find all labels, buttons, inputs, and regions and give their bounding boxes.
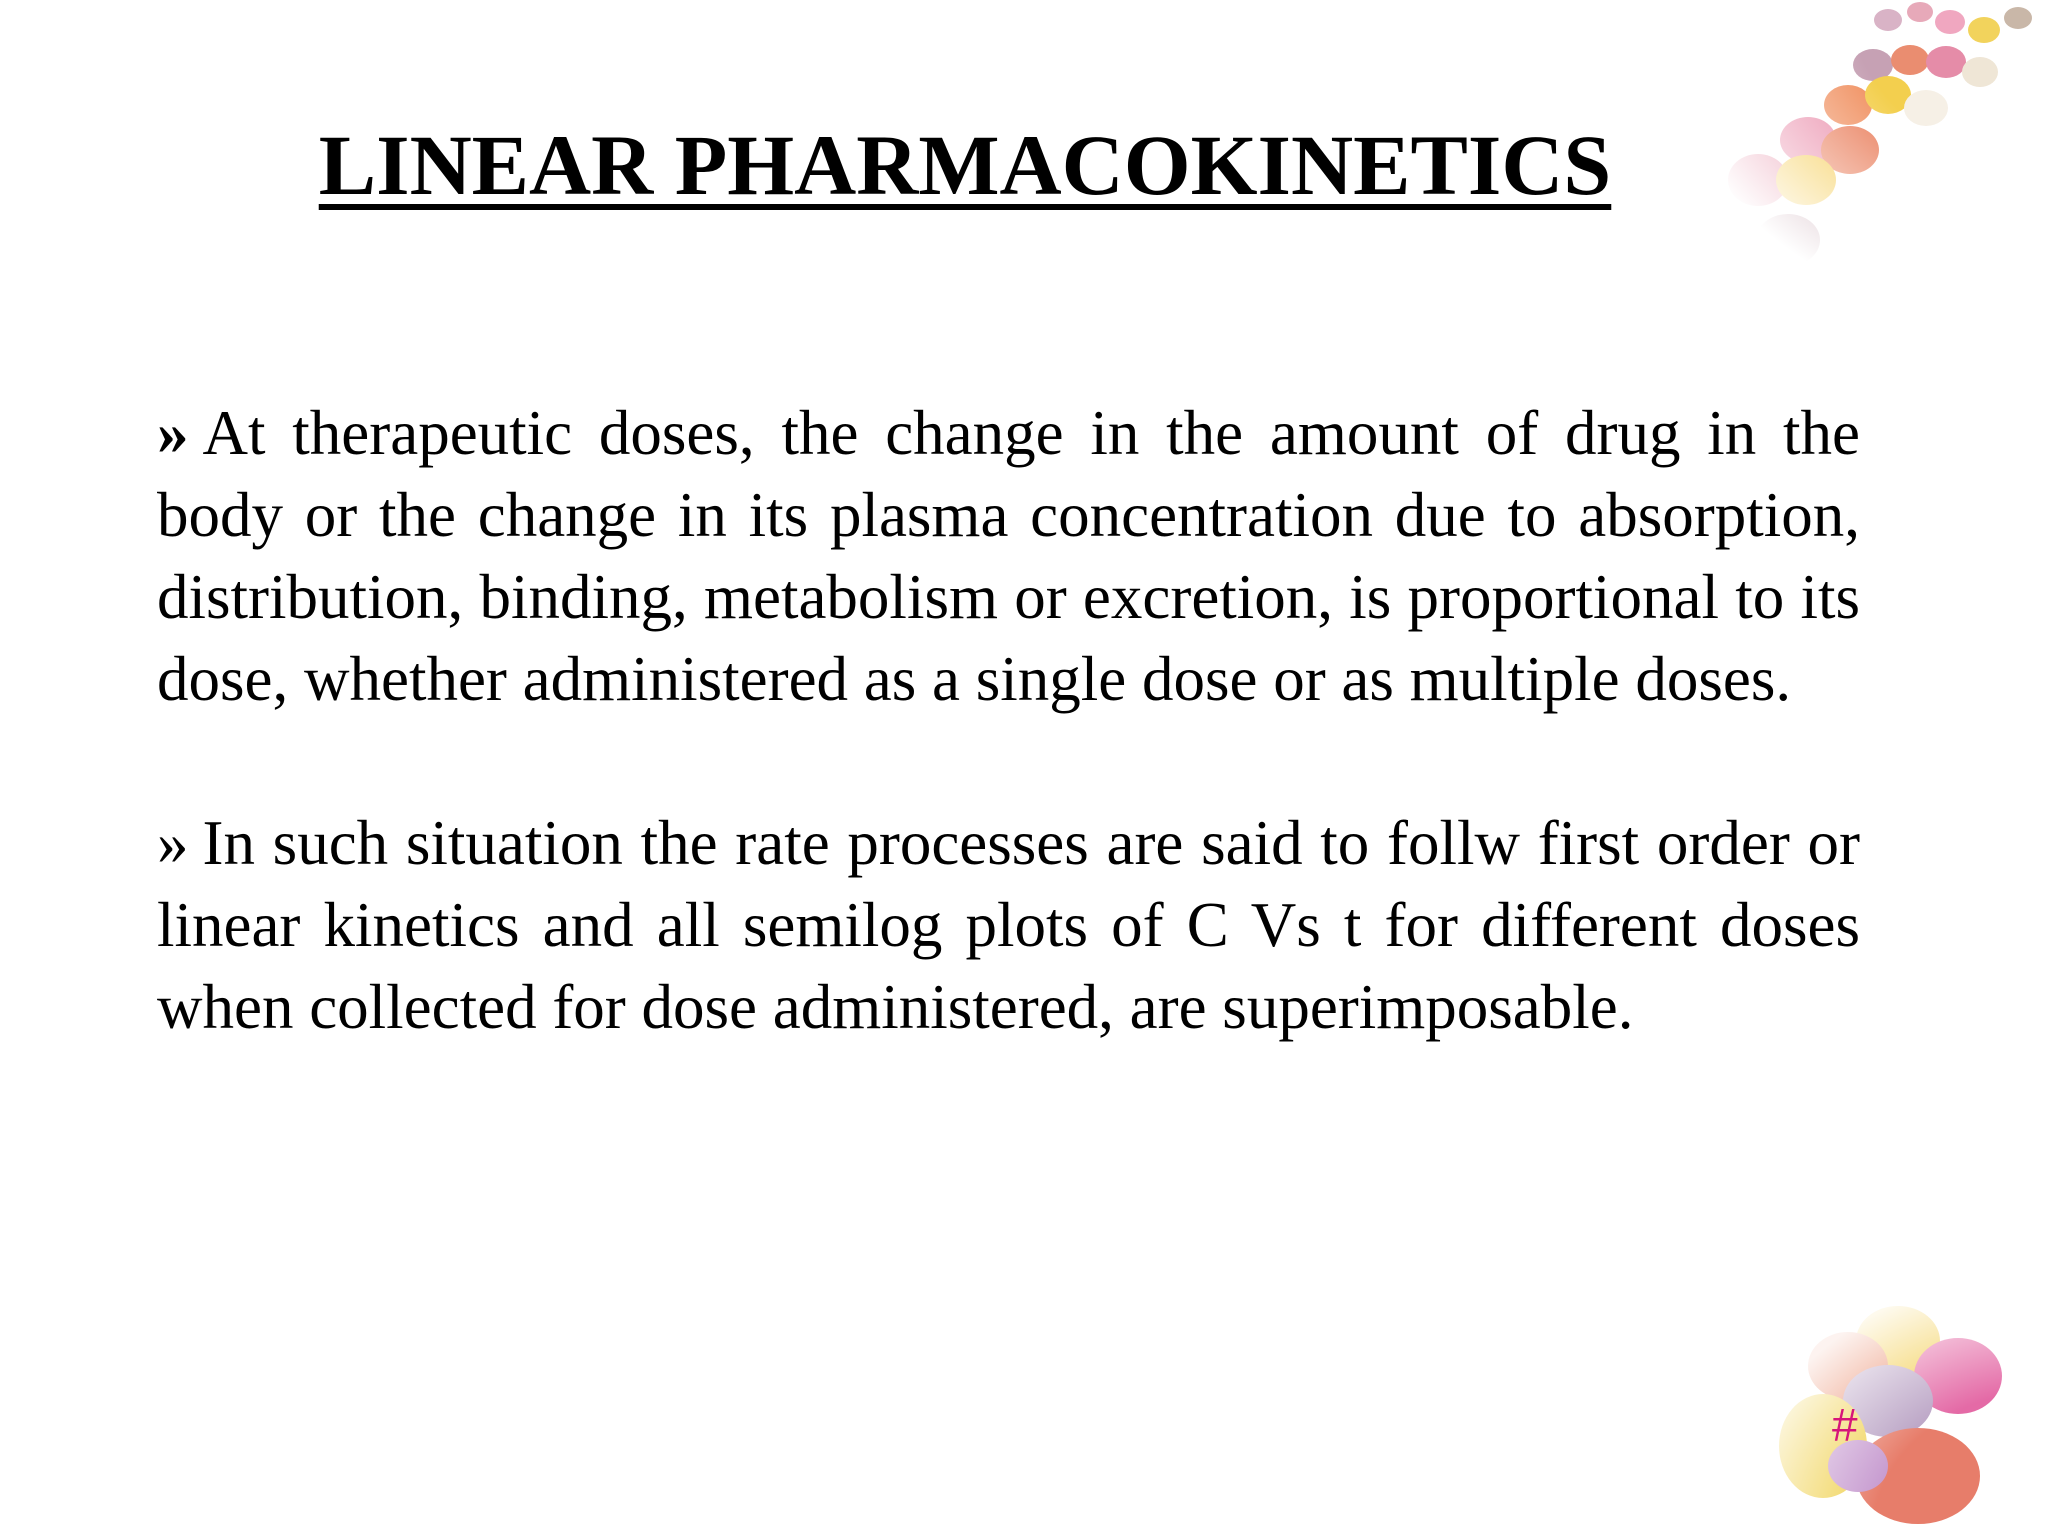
bullet-icon: » [157, 808, 189, 878]
bullet-icon: » [157, 398, 189, 468]
paragraph-2 [157, 802, 1860, 1048]
slide-body [157, 392, 1860, 1048]
slide-title [0, 118, 1930, 213]
candy-eggs-bottom-image [1758, 1296, 2048, 1536]
paragraph-1-text: At therapeutic doses, the change in the amount of drug in the body or the change in its plasma concentration due to absorption, distribution, binding, metabolism or excretion, is proportional to its dose, whether administered as a single dose or as multiple doses. [157, 398, 1860, 714]
page-number: # [1832, 1399, 1858, 1451]
slide-title-text: LINEAR PHARMACOKINETICS [318, 117, 1612, 213]
paragraph-2-text: In such situation the rate processes are said to follw first order or linear kinetics and all semilog plots of C Vs t for different doses when collected for dose administered, are superimposable. [157, 808, 1860, 1042]
paragraph-1 [157, 392, 1860, 720]
